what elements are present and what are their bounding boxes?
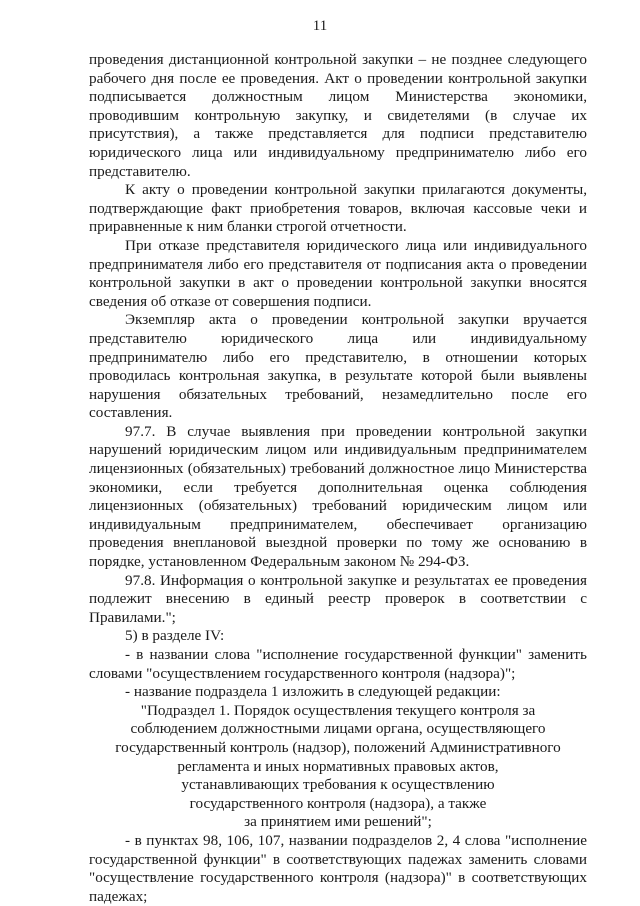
quote-line: государственный контроль (надзор), положений Административного xyxy=(115,738,561,756)
paragraph-act-copy: Экземпляр акта о проведении контрольной закупки вручается представителю юридического лица или индивидуальному предпринимателю либо его представителю, в отношении которых проводилась контрольная закупка, в результате которой были выявлены нарушения обязательных требований, незамедлительно после его составления. xyxy=(89,311,587,422)
paragraph-97-7: 97.7. В случае выявления при проведении контрольной закупки нарушений юридическим лицом или индивидуальным предпринимателем лицензионных (обязательных) требований должностное лицо Министерства экономики, если требуется дополнительная оценка соблюдения лицензионных (обязательных) требований юридическим лицом или индивидуальным предпринимателем, обеспечивает организацию проведения внеплановой выездной проверки по тому же основанию в порядке, установленном Федеральным законом № 294-ФЗ. xyxy=(89,422,587,571)
paragraph-points-replacement: - в пунктах 98, 106, 107, названии подразделов 2, 4 слова "исполнение государственной функции" в соответствующих падежах заменить словами "осуществление государственного контроля (надзора)" в соответствующих падежах; xyxy=(89,831,587,905)
paragraph-act-attachments: К акту о проведении контрольной закупки прилагаются документы, подтверждающие факт приобретения товаров, включая кассовые чеки и приравненные к ним бланки строгой отчетности. xyxy=(89,181,587,236)
page-number: 11 xyxy=(312,18,328,34)
quote-line: регламента и иных нормативных правовых актов, xyxy=(177,757,499,775)
paragraph-title-replacement: - в названии слова "исполнение государственной функции" заменить словами "осуществлением государственного контроля (надзора)"; xyxy=(89,646,587,682)
paragraph-refusal-to-sign: При отказе представителя юридического лица или индивидуального предпринимателя либо его представителя от подписания акта о проведении контрольной закупки в акт о проведении контрольной закупки вносятся сведения об отказе от совершения подписи. xyxy=(89,236,587,310)
paragraph-97-8: 97.8. Информация о контрольной закупке и результатах ее проведения подлежит внесению в единый реестр проверок в соответствии с Правилами."; xyxy=(89,571,587,626)
subsection-1-quote xyxy=(89,702,587,832)
paragraph-section-iv: 5) в разделе IV: xyxy=(125,627,225,645)
quote-line: соблюдением должностными лицами органа, осуществляющего xyxy=(130,720,546,738)
quote-line: "Подраздел 1. Порядок осуществления текущего контроля за xyxy=(140,701,536,719)
quote-line: за принятием ими решений"; xyxy=(244,813,432,831)
quote-line: устанавливающих требования к осуществлению xyxy=(181,776,495,794)
quote-line: государственного контроля (надзора), а также xyxy=(189,794,487,812)
paragraph-continuation: проведения дистанционной контрольной закупки – не позднее следующего рабочего дня после ее проведения. Акт о проведении контрольной закупки подписывается должностным лицом Министерства экономики, проводившим контрольную закупку, и свидетелями (в случае их присутствия), а также представляется для подписи представителю юридического лица или индивидуальному предпринимателю либо его представителю. xyxy=(89,51,587,180)
document-body xyxy=(89,51,587,906)
paragraph-subsection-1-intro: - название подраздела 1 изложить в следующей редакции: xyxy=(125,683,501,701)
